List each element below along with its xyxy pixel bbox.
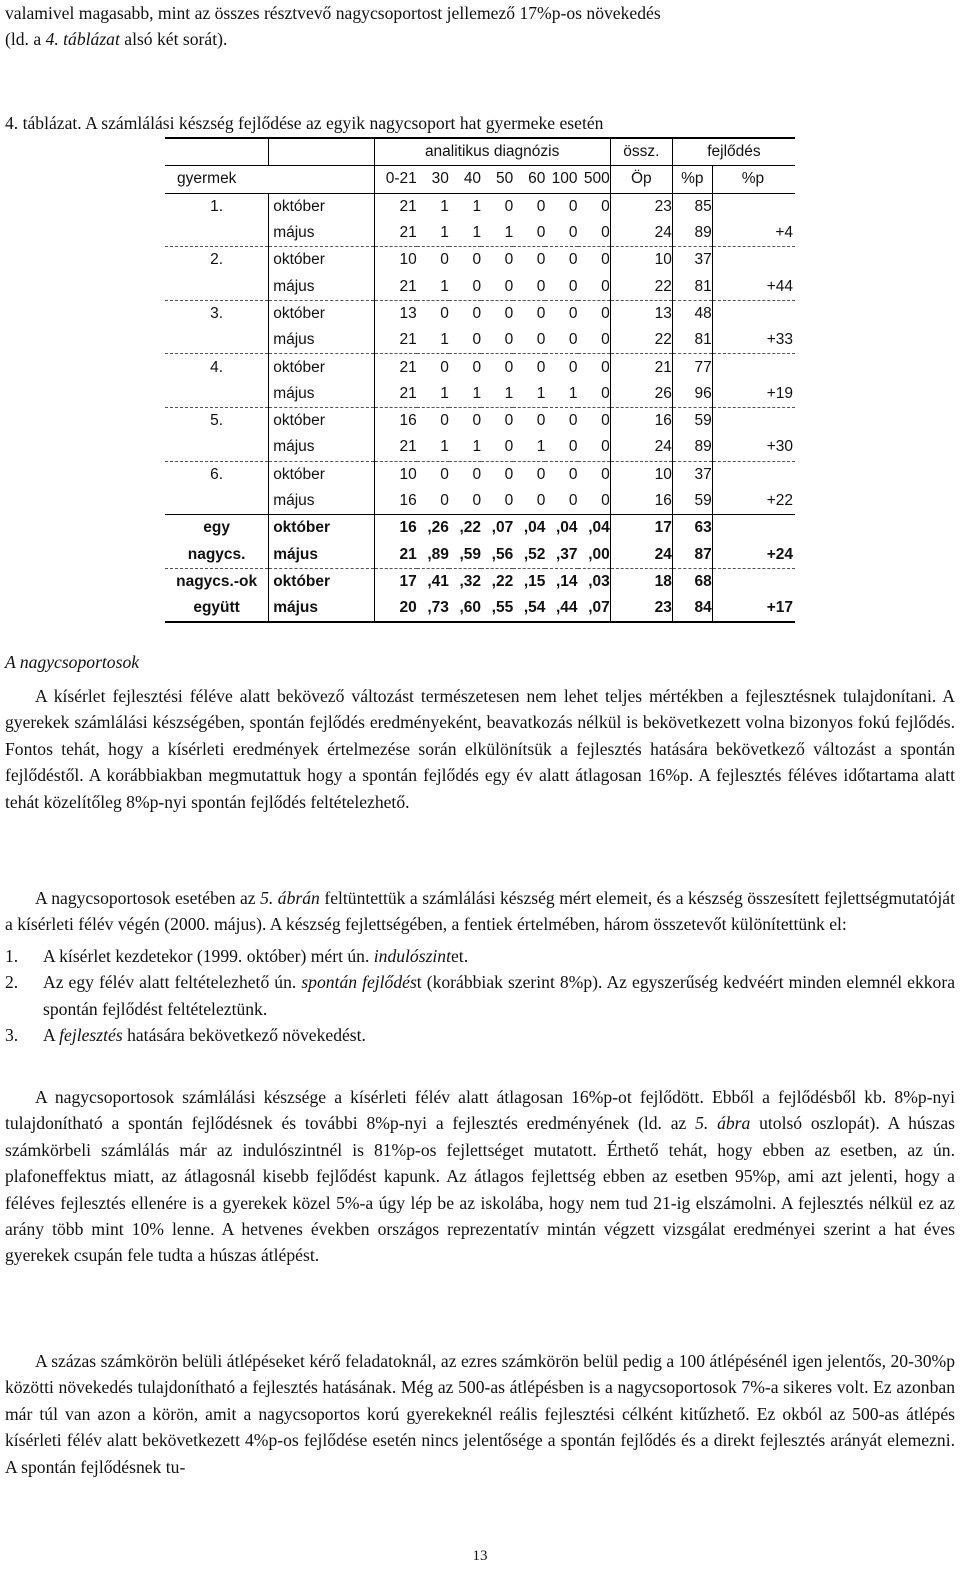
cell-value: ,41: [427, 572, 449, 590]
cell-value: ,04: [578, 515, 611, 542]
cell-value: ,26: [417, 515, 449, 542]
cell-pp: 59: [672, 488, 712, 515]
summary-row: [165, 568, 795, 595]
header-col-30: 30: [417, 166, 449, 193]
table-row: [165, 273, 795, 300]
table-header-row: [165, 166, 795, 193]
cell-value: 1: [472, 197, 482, 215]
table-caption: [5, 110, 603, 136]
cell-pp: 81: [672, 327, 712, 354]
cell-value: ,22: [449, 515, 481, 542]
figure-ref: 5. ábrán: [260, 888, 320, 908]
cell-child: 6.: [165, 461, 269, 488]
cell-pp: 84: [672, 595, 712, 622]
cell-value: 0: [472, 304, 482, 322]
cell-dev: [712, 407, 795, 434]
table-header-group-row: [165, 138, 795, 166]
cell-value: 10: [399, 251, 417, 269]
table-row: [165, 327, 795, 354]
cell-child: [165, 381, 269, 408]
paragraph-4: A százas számkörön belüli átlépéseket kérő feladatoknál, az ezres számkörön belül pedig a 100 átlépésénél igen jelentős, 20-30%p közötti növekedés tulajdonítható a fejlesztés hatásának. Még az 500-as átlépésben is a nagycsoportosok 7%-a sikeres volt. Ez azonban már túl van azon a körön, amit a nagycsoportos korú gyerekeknél reális fejlesztési célként kitűzhető. Ez okból az 500-as átlépés kísérleti félév alatt bekövetkezett 4%p-os fejlődése esetén nincs jelentősége a spontán fejlődés és a direkt fejlesztés arányát elemezni. A spontán fejlődésnek tu-: [5, 1351, 955, 1477]
paragraph-3-text-a: A nagycsoportosok számlálási készsége a kísérleti félév alatt átlagosan 16%p-ot fejlődött. Ebből a fejlődésből kb. 8%p-nyi tulajdonítható a spontán fejlődésnek és további 8%p-nyi a fejlesztés eredményének (ld. az: [5, 1087, 955, 1134]
cell-value: 1: [417, 327, 449, 354]
cell-value: 0: [504, 197, 514, 215]
cell-period: május: [269, 273, 374, 300]
cell-value: 0: [578, 327, 611, 354]
paragraph-2: [5, 885, 955, 938]
cell-value: 0: [472, 251, 482, 269]
summary-row: [165, 541, 795, 568]
cell-value: 0: [440, 412, 449, 430]
cell-value: ,04: [545, 515, 577, 542]
list-item: 3. A fejlesztés hatására bekövetkező növekedést.: [5, 1025, 366, 1046]
cell-value: 0: [568, 465, 578, 483]
cell-op: 22: [610, 273, 672, 300]
cell-value: ,07: [481, 515, 513, 542]
cell-value: 0: [536, 251, 546, 269]
table-ref: 4. táblázat: [45, 29, 120, 49]
summary-row: [165, 515, 795, 542]
cell-value: 0: [578, 193, 611, 220]
cell-value: 0: [536, 358, 546, 376]
paragraph-2-text-b: feltüntettük a számlálási készség mért elemeit, és a készség összesített fejlettségmutatóját a kísérleti félév végén (2000. május). A készség fejlettségében, a fentiek értelmében, három összetevőt különítettünk el:: [5, 888, 955, 935]
development-table: [165, 137, 795, 623]
cell-value: 0: [568, 251, 578, 269]
cell-value: ,44: [555, 599, 578, 617]
cell-value: 0: [513, 273, 545, 300]
page-number: 13: [472, 1548, 488, 1564]
cell-child: 2.: [165, 247, 269, 274]
cell-value: ,59: [449, 541, 481, 568]
cell-value: ,56: [481, 541, 513, 568]
cell-value: 0: [481, 434, 513, 461]
cell-value: 21: [374, 220, 417, 247]
cell-value: 0: [536, 492, 546, 509]
cell-value: 1: [481, 381, 513, 408]
cell-period: május: [269, 488, 374, 515]
header-analytic: analitikus diagnózis: [374, 138, 610, 166]
cell-period: május: [269, 381, 374, 408]
cell-op: 16: [610, 488, 672, 515]
cell-value: 1: [513, 434, 545, 461]
cell-value: 0: [472, 358, 482, 376]
cell-value: 0: [578, 488, 611, 515]
cell-value: ,37: [545, 541, 577, 568]
header-col-40: 40: [449, 166, 481, 193]
intro-line-2: (ld. a 4. táblázat alsó két sorát).: [5, 29, 228, 49]
cell-value: 0: [449, 327, 481, 354]
cell-value: 0: [578, 247, 611, 274]
cell-dev: +33: [712, 327, 795, 354]
list-item: 1. A kísérlet kezdetekor (1999. október) mért ún. indulószintet.: [5, 946, 469, 966]
cell-op: 18: [610, 568, 672, 595]
cell-child: 3.: [165, 300, 269, 327]
header-col-100: 100: [545, 166, 577, 193]
cell-value: 0: [440, 304, 449, 322]
cell-op: 10: [610, 461, 672, 488]
cell-dev: [712, 461, 795, 488]
cell-value: 21: [399, 197, 417, 215]
cell-value: 0: [472, 412, 482, 430]
cell-value: 1: [449, 220, 481, 247]
cell-pp: 37: [672, 461, 712, 488]
cell-dev: +17: [766, 599, 793, 617]
cell-value: ,54: [523, 599, 546, 617]
cell-value: 0: [449, 273, 481, 300]
header-total: össz.: [610, 138, 672, 166]
cell-child: egy: [165, 515, 269, 542]
data-table: [165, 137, 795, 623]
cell-value: 0: [536, 197, 546, 215]
cell-value: ,04: [513, 515, 545, 542]
cell-pp: 96: [672, 381, 712, 408]
paragraph-3-text-b: utolsó oszlopát). A húszas számkörbeli számlálás már az indulószintnél is 81%p-os fejlettséget mutatott. Érthető tehát, hogy ebben az esetben, az ún. plafoneffektus miatt, az átlagosnál kisebb fejlődést kapunk. Az átlagos fejlettség ebben az esetben 95%p, ami azt jelenti, hogy a féléves fejlesztés ellenére is a gyerekek közel 5%-a úgy lép be az iskolába, hogy nem tud 21-ig elszámolni. A fejlesztés nélkül ez az arány több mint 10% lenne. A hetvenes években országos reprezentatív mintán végzett vizsgálat eredményei szerint a hat éves gyerekek csupán fele tudta a húszas átlépést.: [5, 1113, 955, 1266]
cell-value: 17: [399, 572, 417, 590]
table-row: [165, 488, 795, 515]
cell-period: május: [269, 220, 374, 247]
cell-value: 10: [399, 465, 417, 483]
cell-op: 22: [610, 327, 672, 354]
cell-value: 1: [449, 381, 481, 408]
cell-value: 0: [481, 327, 513, 354]
list-item: 2. Az egy félév alatt feltételezhető ún. spontán fejlődést (korábbiak szerint 8%p). Az egyszerűség kedvéért minden elemnél ekkora spontán fejlődést feltételeztünk.: [5, 972, 956, 1019]
cell-period: október: [269, 247, 374, 274]
cell-dev: +4: [712, 220, 795, 247]
table-row: [165, 193, 795, 220]
cell-value: 0: [513, 220, 545, 247]
cell-value: ,73: [427, 599, 449, 617]
cell-dev: [712, 568, 795, 595]
header-col-0-21: 0-21: [374, 166, 417, 193]
cell-value: 1: [417, 381, 449, 408]
header-col-60: 60: [513, 166, 545, 193]
cell-value: 1: [440, 197, 449, 215]
cell-dev: +44: [712, 273, 795, 300]
cell-value: 0: [545, 327, 577, 354]
cell-pp: 85: [672, 193, 712, 220]
cell-value: 0: [504, 251, 514, 269]
section-heading: A nagycsoportosok: [5, 652, 140, 672]
cell-value: 0: [578, 434, 611, 461]
cell-value: 1: [481, 220, 513, 247]
cell-pp: 68: [672, 568, 712, 595]
figure-ref-2: 5. ábra: [695, 1113, 751, 1134]
cell-value: 0: [536, 412, 546, 430]
cell-value: ,60: [459, 599, 482, 617]
cell-value: 1: [513, 381, 545, 408]
table-row: [165, 220, 795, 247]
cell-child: [165, 327, 269, 354]
cell-op: 16: [610, 407, 672, 434]
cell-value: 0: [545, 273, 577, 300]
paragraph-2-text-a: A nagycsoportosok esetében az: [35, 888, 261, 908]
cell-period: október: [269, 461, 374, 488]
cell-period: május: [269, 595, 374, 622]
cell-value: ,07: [578, 595, 611, 622]
cell-value: 0: [440, 358, 449, 376]
cell-value: 0: [504, 358, 514, 376]
paragraph-3: [5, 1084, 955, 1269]
cell-op: 26: [610, 381, 672, 408]
cell-value: ,89: [417, 541, 449, 568]
cell-dev: [712, 300, 795, 327]
cell-child: [165, 220, 269, 247]
cell-value: 0: [440, 251, 449, 269]
header-col-dev: %p: [712, 166, 795, 193]
cell-pp: 63: [672, 515, 712, 542]
cell-value: 21: [374, 327, 417, 354]
cell-value: 0: [578, 381, 611, 408]
table-row: [165, 434, 795, 461]
cell-value: 0: [568, 197, 578, 215]
cell-value: ,22: [491, 572, 514, 590]
cell-value: 20: [399, 599, 417, 617]
cell-op: 23: [610, 193, 672, 220]
cell-value: 21: [399, 358, 417, 376]
cell-dev: [712, 354, 795, 381]
cell-value: 21: [374, 434, 417, 461]
cell-value: ,52: [513, 541, 545, 568]
cell-value: 21: [374, 381, 417, 408]
cell-dev: +19: [712, 381, 795, 408]
cell-value: 1: [545, 381, 577, 408]
cell-dev: [712, 247, 795, 274]
intro-line-1: valamivel magasabb, mint az összes résztvevő nagycsoportost jellemező 17%p-os növekedés: [5, 3, 661, 23]
cell-value: 21: [374, 541, 417, 568]
cell-child: [165, 434, 269, 461]
cell-child: együtt: [165, 595, 269, 622]
cell-value: 0: [472, 465, 482, 483]
cell-value: 13: [399, 304, 417, 322]
cell-pp: 81: [672, 273, 712, 300]
cell-dev: +24: [712, 541, 795, 568]
cell-period: május: [269, 434, 374, 461]
cell-value: ,15: [523, 572, 546, 590]
cell-op: 24: [610, 434, 672, 461]
cell-value: 16: [399, 492, 417, 509]
cell-value: 1: [417, 434, 449, 461]
cell-period: október: [269, 193, 374, 220]
cell-value: 0: [578, 354, 611, 381]
cell-value: 1: [417, 273, 449, 300]
cell-pp: 48: [672, 300, 712, 327]
cell-op: 24: [610, 220, 672, 247]
cell-value: 0: [504, 492, 514, 509]
cell-op: 23: [610, 595, 672, 622]
summary-row: [165, 595, 795, 622]
cell-period: október: [269, 300, 374, 327]
cell-period: május: [269, 541, 374, 568]
cell-child: 1.: [165, 193, 269, 220]
cell-dev: [712, 515, 795, 542]
header-col-500: 500: [578, 166, 611, 193]
component-list: [5, 943, 955, 1049]
table-row: [165, 247, 795, 274]
cell-value: 0: [545, 220, 577, 247]
cell-value: 0: [536, 304, 546, 322]
cell-period: október: [269, 354, 374, 381]
cell-value: 0: [504, 465, 514, 483]
header-child: gyermek: [165, 166, 374, 193]
cell-pp: 87: [672, 541, 712, 568]
cell-value: 0: [568, 492, 578, 509]
cell-value: 16: [374, 515, 417, 542]
cell-pp: 89: [672, 220, 712, 247]
cell-value: 16: [399, 412, 417, 430]
cell-value: 0: [504, 412, 514, 430]
cell-value: 0: [481, 273, 513, 300]
cell-value: 0: [536, 465, 546, 483]
cell-value: ,32: [459, 572, 482, 590]
cell-dev: [712, 193, 795, 220]
cell-pp: 89: [672, 434, 712, 461]
header-col-pp: %p: [672, 166, 712, 193]
paragraph-1: A kísérlet fejlesztési féléve alatt bekövező változást természetesen nem lehet teljes mértékben a fejlesztésnek tulajdonítani. A gyerekek számlálási készségében, spontán fejlődés eredményeként, beavatkozás nélkül is bekövetkezett volna bizonyos fokú fejlődés. Fontos tehát, hogy a kísérleti eredmények értelmezése során elkülönítsük a fejlesztés hatására bekövetkező változást a spontán fejlődéstől. A korábbiakban megmutattuk hogy a spontán fejlődés egy év alatt átlagosan 16%p. A fejlesztés féléves időtartama alatt tehát közelítőleg 8%p-nyi spontán fejlődés feltételezhető.: [5, 686, 955, 812]
cell-value: 0: [440, 492, 449, 509]
cell-period: október: [269, 515, 374, 542]
table-row: [165, 407, 795, 434]
cell-child: nagycs.-ok: [165, 568, 269, 595]
cell-pp: 77: [672, 354, 712, 381]
header-col-50: 50: [481, 166, 513, 193]
cell-value: 0: [578, 407, 611, 434]
table-row: [165, 461, 795, 488]
cell-op: 13: [610, 300, 672, 327]
cell-child: [165, 273, 269, 300]
cell-value: 0: [472, 492, 482, 509]
header-development: fejlődés: [672, 138, 795, 166]
cell-value: ,14: [555, 572, 578, 590]
cell-value: 21: [374, 273, 417, 300]
cell-op: 17: [610, 515, 672, 542]
cell-dev: +30: [712, 434, 795, 461]
cell-child: 5.: [165, 407, 269, 434]
table-row: [165, 381, 795, 408]
cell-value: 0: [568, 412, 578, 430]
cell-pp: 37: [672, 247, 712, 274]
cell-op: 21: [610, 354, 672, 381]
cell-period: május: [269, 327, 374, 354]
cell-value: 0: [545, 434, 577, 461]
header-col-op: Öp: [610, 166, 672, 193]
cell-op: 10: [610, 247, 672, 274]
cell-child: 4.: [165, 354, 269, 381]
cell-op: 24: [610, 541, 672, 568]
cell-value: 0: [578, 273, 611, 300]
cell-value: 0: [578, 300, 611, 327]
cell-dev: +22: [766, 492, 793, 509]
cell-value: 0: [504, 304, 514, 322]
cell-period: október: [269, 407, 374, 434]
cell-value: 1: [449, 434, 481, 461]
cell-value: 0: [440, 465, 449, 483]
cell-value: 0: [568, 304, 578, 322]
cell-value: ,55: [491, 599, 514, 617]
cell-child: nagycs.: [165, 541, 269, 568]
cell-value: 0: [513, 327, 545, 354]
cell-value: 0: [578, 461, 611, 488]
cell-period: október: [269, 568, 374, 595]
cell-child: [165, 488, 269, 515]
cell-value: ,03: [578, 568, 611, 595]
cell-value: 0: [578, 220, 611, 247]
table-caption-text: 4. táblázat. A számlálási készség fejlődése az egyik nagycsoport hat gyermeke esetén: [5, 113, 604, 133]
cell-pp: 59: [672, 407, 712, 434]
table-row: [165, 354, 795, 381]
cell-value: ,00: [578, 541, 611, 568]
cell-value: 0: [568, 358, 578, 376]
table-row: [165, 300, 795, 327]
cell-value: 1: [417, 220, 449, 247]
